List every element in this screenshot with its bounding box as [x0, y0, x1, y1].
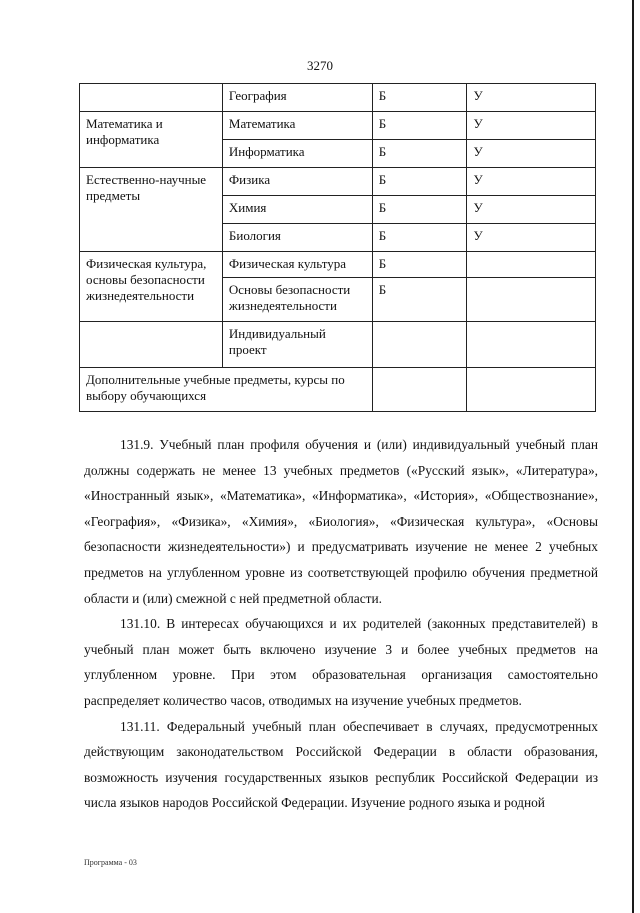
advanced-level-cell: У	[467, 140, 596, 168]
paragraph-131-10: 131.10. В интересах обучающихся и их родителей (законных представителей) в учебный план может быть включено изучение 3 и более учебных предметов на углубленном уровне. При этом образовательная организация самостоятельно распределяет количество часов, отводимых на изучение учебных предметов.	[84, 616, 598, 708]
basic-level-cell: Б	[372, 168, 467, 196]
table-row	[80, 368, 596, 412]
subject-cell: Химия	[222, 196, 372, 224]
basic-level-cell: Б	[372, 140, 467, 168]
subject-cell: Информатика	[222, 140, 372, 168]
table-row	[80, 112, 596, 140]
advanced-level-cell	[467, 278, 596, 322]
area-cell: Естественно-научные предметы	[80, 168, 223, 252]
subject-cell: Физическая культура	[222, 252, 372, 278]
basic-level-cell: Б	[372, 252, 467, 278]
table-row	[80, 252, 596, 278]
subject-cell: Физика	[222, 168, 372, 196]
scan-edge-line	[632, 0, 634, 913]
advanced-level-cell: У	[467, 224, 596, 252]
basic-level-cell: Б	[372, 112, 467, 140]
basic-level-cell: Б	[372, 278, 467, 322]
subject-cell: Индивидуальный проект	[222, 322, 372, 368]
advanced-level-cell	[467, 368, 596, 412]
area-cell: Математика и информатика	[80, 112, 223, 168]
subject-cell: Математика	[222, 112, 372, 140]
advanced-level-cell: У	[467, 84, 596, 112]
basic-level-cell	[372, 368, 467, 412]
advanced-level-cell	[467, 322, 596, 368]
area-cell	[80, 84, 223, 112]
subject-cell: Основы безопасности жизнедеятельности	[222, 278, 372, 322]
basic-level-cell	[372, 322, 467, 368]
basic-level-cell: Б	[372, 196, 467, 224]
basic-level-cell: Б	[372, 224, 467, 252]
elective-courses-cell: Дополнительные учебные предметы, курсы по выбору обучающихся	[80, 368, 373, 412]
area-cell	[80, 322, 223, 368]
area-cell: Физическая культура, основы безопасности жизнедеятельности	[80, 252, 223, 322]
advanced-level-cell: У	[467, 196, 596, 224]
paragraph-131-9: 131.9. Учебный план профиля обучения и (или) индивидуальный учебный план должны содержать не менее 13 учебных предметов («Русский язык», «Литература», «Иностранный язык», «Математика», «Информатика», «История», «Обществознание», «География», «Физика», «Химия», «Биология», «Физическая культура», «Основы безопасности жизнедеятельности») и предусматривать изучение не менее 2 учебных предметов на углубленном уровне из соответствующей профилю обучения предметной области и (или) смежной с ней предметной области.	[84, 437, 598, 606]
body-text	[84, 432, 598, 816]
table-row	[80, 322, 596, 368]
subject-cell: Биология	[222, 224, 372, 252]
basic-level-cell: Б	[372, 84, 467, 112]
advanced-level-cell	[467, 252, 596, 278]
page-number: 3270	[307, 58, 333, 73]
advanced-level-cell: У	[467, 168, 596, 196]
table-row	[80, 84, 596, 112]
footer-code: Программа - 03	[84, 858, 137, 867]
paragraph-131-11: 131.11. Федеральный учебный план обеспечивает в случаях, предусмотренных действующим законодательством Российской Федерации в области образования, возможность изучения государственных языков республик Российской Федерации из числа языков народов Российской Федерации. Изучение родного языка и родной	[84, 718, 598, 811]
table-row	[80, 168, 596, 196]
curriculum-table	[79, 83, 596, 412]
subject-cell: География	[222, 84, 372, 112]
advanced-level-cell: У	[467, 112, 596, 140]
